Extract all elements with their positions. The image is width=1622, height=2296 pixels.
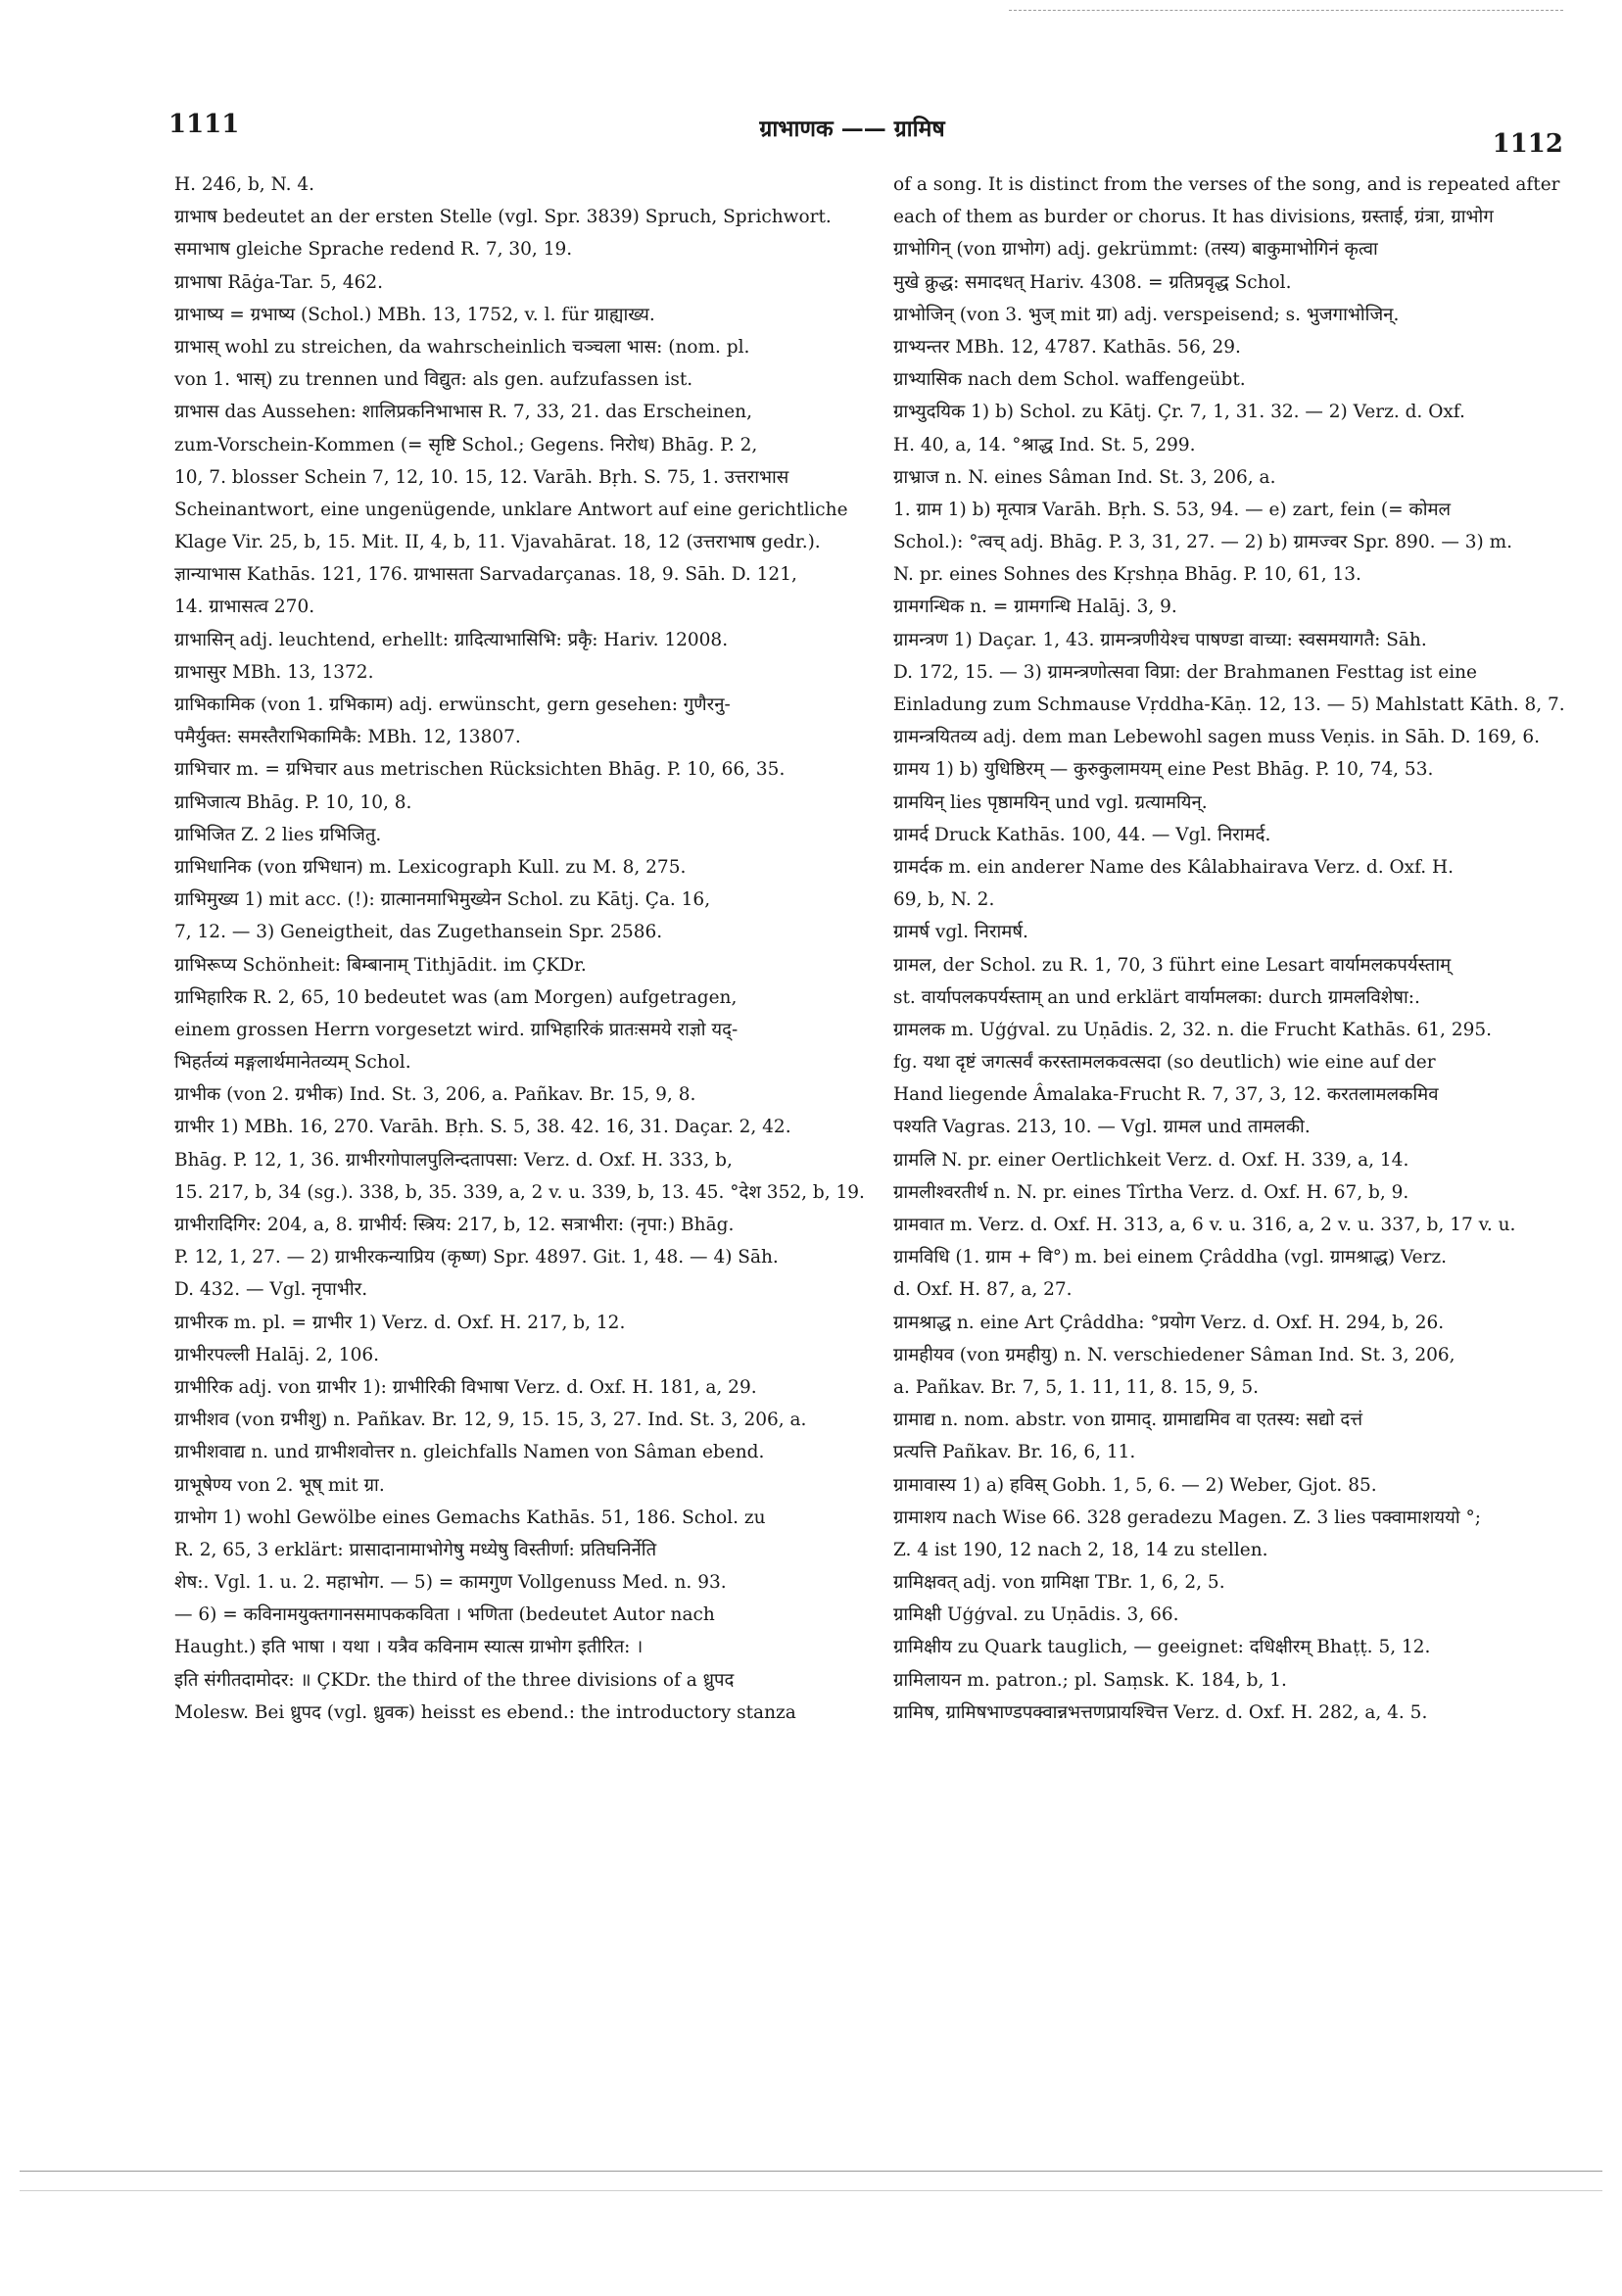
text-line: ग्राभिजात्य Bhāg. P. 10, 10, 8. bbox=[174, 791, 412, 813]
left-column bbox=[174, 168, 865, 1729]
text-line: ग्राभासिन् adj. leuchtend, erhellt: ग्रादित्याभासिभि: प्रकृै: Hariv. 12008. bbox=[174, 629, 729, 650]
text-line: शेष:. Vgl. 1. u. 2. महाभोग. — 5) = कामगुण Vollgenuss Med. n. 93. bbox=[174, 1572, 727, 1594]
text-line: ग्राभिहारिक R. 2, 65, 10 bedeutet was (am Morgen) aufgetragen, bbox=[174, 986, 738, 1008]
text-line: समाभाष gleiche Sprache redend R. 7, 30, 19. bbox=[174, 239, 573, 261]
page-number-left: 1111 bbox=[168, 110, 240, 139]
text-line: Hand liegende Âmalaka-Frucht R. 7, 37, 3, 12. करतलामलकमिव bbox=[893, 1084, 1439, 1106]
text-line: ग्रामविधि (1. ग्राम + वि°) m. bei einem Çrâddha (vgl. ग्रामश्राद्ध) Verz. bbox=[893, 1247, 1448, 1268]
text-line: ग्राभोग 1) wohl Gewölbe eines Gemachs Kathās. 51, 186. Schol. zu bbox=[174, 1507, 766, 1528]
text-line: ग्रामन्त्रण 1) Daçar. 1, 43. ग्रामन्त्रणीयेश्च पाषण्डा वाच्या: स्वसमयागतै: Sāh. bbox=[893, 629, 1427, 650]
text-line: भिहर्तव्यं मङ्गलार्थमानेतव्यम् Schol. bbox=[174, 1052, 411, 1074]
text-line: ग्रामलि N. pr. einer Oertlichkeit Verz. d. Oxf. H. 339, a, 14. bbox=[893, 1149, 1409, 1171]
text-line: ग्राभ्यन्तर MBh. 12, 4787. Kathās. 56, 29. bbox=[893, 336, 1241, 358]
text-line: ग्राभीशवाद्य n. und ग्राभीशवोत्तर n. gleichfalls Namen von Sâman ebend. bbox=[174, 1442, 765, 1463]
text-line: ग्राभास das Aussehen: शालिप्रकनिभाभास R. 7, 33, 21. das Erscheinen, bbox=[174, 402, 752, 423]
text-line: 10, 7. blosser Schein 7, 12, 10. 15, 12. Varāh. Bṛh. S. 75, 1. उत्तराभास bbox=[174, 466, 789, 488]
text-line: ग्राभीशव (von ग्रभीशु) n. Pañkav. Br. 12, 9, 15. 15, 3, 27. Ind. St. 3, 206, a. bbox=[174, 1410, 807, 1431]
text-line: d. Oxf. H. 87, a, 27. bbox=[893, 1279, 1073, 1301]
text-line: Klage Vir. 25, b, 15. Mit. II, 4, b, 11. Vjavahārat. 18, 12 (उत्तराभाष gedr.). bbox=[174, 532, 821, 553]
text-line: ग्राभाष bedeutet an der ersten Stelle (vgl. Spr. 3839) Spruch, Sprichwort. bbox=[174, 207, 832, 228]
text-line: Haught.) इति भाषा । यथा । यत्रैव कविनाम स्यात्स ग्राभोग इतीरित: । bbox=[174, 1637, 644, 1658]
text-line: ग्राभिमुख्य 1) mit acc. (!): ग्रात्मानमाभिमुख्येन Schol. zu Kātj. Ça. 16, bbox=[174, 889, 711, 911]
text-line: 1. ग्राम 1) b) मृत्पात्र Varāh. Bṛh. S. 53, 94. — e) zart, fein (= कोमल bbox=[893, 499, 1452, 520]
bottom-rule-faint bbox=[20, 2190, 1602, 2191]
text-line: 7, 12. — 3) Geneigtheit, das Zugethansein Spr. 2586. bbox=[174, 922, 663, 943]
text-line: ग्राभूषेण्य von 2. भूष् mit ग्रा. bbox=[174, 1474, 385, 1496]
text-line: ग्रामिक्षीय zu Quark tauglich, — geeignet: दधिक्षीरम् Bhaṭṭ. 5, 12. bbox=[893, 1637, 1431, 1658]
text-line: H. 246, b, N. 4. bbox=[174, 174, 314, 195]
text-line: ग्रामाशय nach Wise 66. 328 geradezu Magen. Z. 3 lies पक्वामाशययो °; bbox=[893, 1507, 1482, 1528]
text-line: ग्राभीरिक adj. von ग्राभीर 1): ग्राभीरिकी विभाषा Verz. d. Oxf. H. 181, a, 29. bbox=[174, 1376, 757, 1398]
page-number-right: 1112 bbox=[1492, 129, 1563, 159]
text-line: each of them as burder or chorus. It has divisions, ग्रस्ताई, ग्रंत्रा, ग्राभोग bbox=[893, 207, 1494, 228]
text-line: ग्रामगन्धिक n. = ग्रामगन्धि Halāj. 3, 9. bbox=[893, 597, 1177, 618]
text-line: fg. यथा दृष्टं जगत्सर्वं करस्तामलकवत्सदा (so deutlich) wie eine auf der bbox=[893, 1052, 1436, 1074]
running-title: ग्राभाणक —— ग्रामिष bbox=[759, 116, 945, 142]
text-line: P. 12, 1, 27. — 2) ग्राभीरकन्याप्रिय (कृष्ण) Spr. 4897. Git. 1, 48. — 4) Sāh. bbox=[174, 1247, 779, 1268]
text-line: D. 432. — Vgl. नृपाभीर. bbox=[174, 1279, 368, 1301]
text-line: R. 2, 65, 3 erklärt: प्रासादानामाभोगेषु मध्येषु विस्तीर्णा: प्रतिघनिर्नेति bbox=[174, 1539, 657, 1560]
text-line: ग्रामिक्षी Uģģval. zu Uṇādis. 3, 66. bbox=[893, 1604, 1179, 1626]
text-line: ग्राभोगिन् (von ग्राभोग) adj. gekrümmt: (तस्य) बाकुमाभोगिनं कृत्वा bbox=[893, 239, 1378, 261]
top-rule bbox=[1009, 10, 1563, 11]
text-line: ग्रामयिन् lies पृष्ठामयिन् und vgl. ग्रत्यामयिन्. bbox=[893, 791, 1208, 813]
text-line: einem grossen Herrn vorgesetzt wird. ग्राभिहारिकं प्रातःसमये राज्ञो यद्- bbox=[174, 1019, 739, 1040]
text-line: ग्राभासुर MBh. 13, 1372. bbox=[174, 661, 374, 683]
text-line: ग्राभाष्य = ग्रभाष्य (Schol.) MBh. 13, 1752, v. l. für ग्राह्याख्य. bbox=[174, 304, 655, 325]
text-line: ग्राभीरक m. pl. = ग्राभीर 1) Verz. d. Oxf. H. 217, b, 12. bbox=[174, 1312, 626, 1333]
text-line: ग्राभिकामिक (von 1. ग्रभिकाम) adj. erwünscht, gern gesehen: गुणैरनु- bbox=[174, 694, 731, 715]
text-line: H. 40, a, 14. °श्राद्ध Ind. St. 5, 299. bbox=[893, 434, 1196, 455]
text-line: ग्राभिचार m. = ग्रभिचार aus metrischen Rücksichten Bhāg. P. 10, 66, 35. bbox=[174, 759, 786, 781]
text-line: Bhāg. P. 12, 1, 36. ग्राभीरगोपालपुलिन्दतापसा: Verz. d. Oxf. H. 333, b, bbox=[174, 1149, 733, 1171]
text-line: 15. 217, b, 34 (sg.). 338, b, 35. 339, a, 2 v. u. 339, b, 13. 45. °देश 352, b, 19. bbox=[174, 1181, 865, 1203]
text-line: ग्रामल, der Schol. zu R. 1, 70, 3 führt eine Lesart वार्यामलकपर्यस्ताम् bbox=[893, 954, 1452, 976]
text-line: ज्ञान्याभास Kathās. 121, 176. ग्राभासता Sarvadarçanas. 18, 9. Sāh. D. 121, bbox=[174, 564, 797, 586]
text-line: मुखे क्रुद्ध: समादधत् Hariv. 4308. = ग्रतिप्रवृद्ध Schol. bbox=[893, 271, 1292, 293]
text-line: ग्राभिरूप्य Schönheit: बिम्बानाम् Tithjādit. im ÇKDr. bbox=[174, 954, 587, 976]
bottom-rule bbox=[20, 2171, 1602, 2172]
text-line: 14. ग्राभासत्व 270. bbox=[174, 597, 315, 618]
text-line: Z. 4 ist 190, 12 nach 2, 18, 14 zu stellen. bbox=[893, 1539, 1268, 1560]
text-line: von 1. भास्) zu trennen und विद्युत: als gen. aufzufassen ist. bbox=[174, 369, 693, 391]
text-line: ग्राभीरपल्ली Halāj. 2, 106. bbox=[174, 1344, 379, 1365]
text-line: ग्रामिष, ग्रामिषभाण्डपक्वान्नभत्तणप्रायश्चित्त Verz. d. Oxf. H. 282, a, 4. 5. bbox=[893, 1701, 1428, 1723]
text-line: Schol.): °त्वच् adj. Bhāg. P. 3, 31, 27. — 2) b) ग्रामज्वर Spr. 890. — 3) m. bbox=[893, 532, 1513, 553]
text-line: पमैर्युक्त: समस्तैराभिकामिकै: MBh. 12, 13807. bbox=[174, 727, 521, 748]
text-line: ग्रामर्दक m. ein anderer Name des Kâlabhairava Verz. d. Oxf. H. bbox=[893, 856, 1455, 878]
text-line: a. Pañkav. Br. 7, 5, 1. 11, 11, 8. 15, 9, 5. bbox=[893, 1376, 1259, 1398]
text-line: ग्राभीर 1) MBh. 16, 270. Varāh. Bṛh. S. 5, 38. 42. 16, 31. Daçar. 2, 42. bbox=[174, 1117, 791, 1138]
text-line: प्रत्यत्ति Pañkav. Br. 16, 6, 11. bbox=[893, 1442, 1136, 1463]
text-line: पश्यति Vagras. 213, 10. — Vgl. ग्रामल und तामलकी. bbox=[893, 1117, 1311, 1138]
text-line: st. वार्यापलकपर्यस्ताम् an und erklärt वार्यामलका: durch ग्रामलविशेषा:. bbox=[893, 986, 1420, 1008]
text-line: ग्राभास् wohl zu streichen, da wahrscheinlich चञ्चला भास: (nom. pl. bbox=[174, 336, 750, 358]
text-line: ग्रामलीश्वरतीर्थ n. N. pr. eines Tîrtha Verz. d. Oxf. H. 67, b, 9. bbox=[893, 1181, 1409, 1203]
text-line: zum-Vorschein-Kommen (= सृष्टि Schol.; Gegens. निरोध) Bhāg. P. 2, bbox=[174, 434, 758, 455]
text-line: ग्रामय 1) b) युधिष्ठिरम् — कुरुकुलामयम् eine Pest Bhāg. P. 10, 74, 53. bbox=[893, 759, 1434, 781]
text-line: 69, b, N. 2. bbox=[893, 889, 995, 911]
text-line: ग्राभिजित Z. 2 lies ग्रभिजितु. bbox=[174, 824, 382, 845]
text-line: D. 172, 15. — 3) ग्रामन्त्रणोत्सवा विप्रा: der Brahmanen Festtag ist eine bbox=[893, 661, 1477, 683]
page-header bbox=[0, 106, 1622, 159]
text-line: इति संगीतदामोदर: ॥ ÇKDr. the third of the three divisions of a ध्रुपद bbox=[174, 1669, 735, 1691]
text-line: ग्रामावास्य 1) a) हविस् Gobh. 1, 5, 6. — 2) Weber, Gjot. 85. bbox=[893, 1474, 1377, 1496]
text-line: ग्राभाषा Rāġa-Tar. 5, 462. bbox=[174, 271, 384, 293]
text-line: ग्रामिक्षवत् adj. von ग्रामिक्षा TBr. 1, 6, 2, 5. bbox=[893, 1572, 1225, 1594]
text-line: ग्रामश्राद्ध n. eine Art Çrâddha: °प्रयोग Verz. d. Oxf. H. 294, b, 26. bbox=[893, 1312, 1445, 1333]
text-line: Scheinantwort, eine ungenügende, unklare Antwort auf eine gerichtliche bbox=[174, 499, 848, 520]
text-line: N. pr. eines Sohnes des Kṛshṇa Bhāg. P. 10, 61, 13. bbox=[893, 564, 1361, 586]
text-line: ग्रामिलायन m. patron.; pl. Saṃsk. K. 184, b, 1. bbox=[893, 1669, 1287, 1691]
text-line: ग्रामलक m. Uģģval. zu Uṇādis. 2, 32. n. die Frucht Kathās. 61, 295. bbox=[893, 1019, 1493, 1040]
text-line: of a song. It is distinct from the verses of the song, and is repeated after bbox=[893, 174, 1560, 195]
text-line: ग्रामर्द Druck Kathās. 100, 44. — Vgl. निरामर्द. bbox=[893, 824, 1271, 845]
text-line: ग्राभीक (von 2. ग्रभीक) Ind. St. 3, 206, a. Pañkav. Br. 15, 9, 8. bbox=[174, 1084, 696, 1106]
text-line: — 6) = कविनामयुक्तगानसमापककविता । भणिता (bedeutet Autor nach bbox=[174, 1604, 715, 1626]
right-column bbox=[893, 168, 1584, 1729]
text-line: Einladung zum Schmause Vṛddha-Kāṇ. 12, 13. — 5) Mahlstatt Kāth. 8, 7. bbox=[893, 694, 1565, 715]
text-line: ग्रामन्त्रयितव्य adj. dem man Lebewohl sagen muss Veṇis. in Sāh. D. 169, 6. bbox=[893, 727, 1541, 748]
text-line: ग्राभ्युदयिक 1) b) Schol. zu Kātj. Çr. 7, 1, 31. 32. — 2) Verz. d. Oxf. bbox=[893, 402, 1465, 423]
text-line: ग्राभीरादिगिर: 204, a, 8. ग्राभीर्य: स्त्रिय: 217, b, 12. सत्राभीरा: (नृपा:) Bhāg. bbox=[174, 1215, 735, 1235]
text-line: ग्रामहीयव (von ग्रमहीयु) n. N. verschiedener Sâman Ind. St. 3, 206, bbox=[893, 1344, 1455, 1365]
text-line: ग्रामर्ष vgl. निरामर्ष. bbox=[893, 922, 1028, 943]
text-line: ग्राभ्यासिक nach dem Schol. waffengeübt. bbox=[893, 369, 1246, 391]
text-line: ग्राभोजिन् (von 3. भुज् mit ग्रा) adj. verspeisend; s. भुजगाभोजिन्. bbox=[893, 304, 1400, 325]
text-line: ग्राभ्राज n. N. eines Sâman Ind. St. 3, 206, a. bbox=[893, 466, 1276, 488]
text-line: ग्रामाद्य n. nom. abstr. von ग्रामाद्. ग्रामाद्यमिव वा एतस्य: सद्यो दत्तं bbox=[893, 1410, 1363, 1431]
text-line: Molesw. Bei ध्रुपद (vgl. ध्रुवक) heisst es ebend.: the introductory stanza bbox=[174, 1701, 796, 1723]
text-line: ग्राभिधानिक (von ग्रभिधान) m. Lexicograph Kull. zu M. 8, 275. bbox=[174, 856, 687, 878]
text-line: ग्रामवात m. Verz. d. Oxf. H. 313, a, 6 v. u. 316, a, 2 v. u. 337, b, 17 v. u. bbox=[893, 1215, 1516, 1235]
